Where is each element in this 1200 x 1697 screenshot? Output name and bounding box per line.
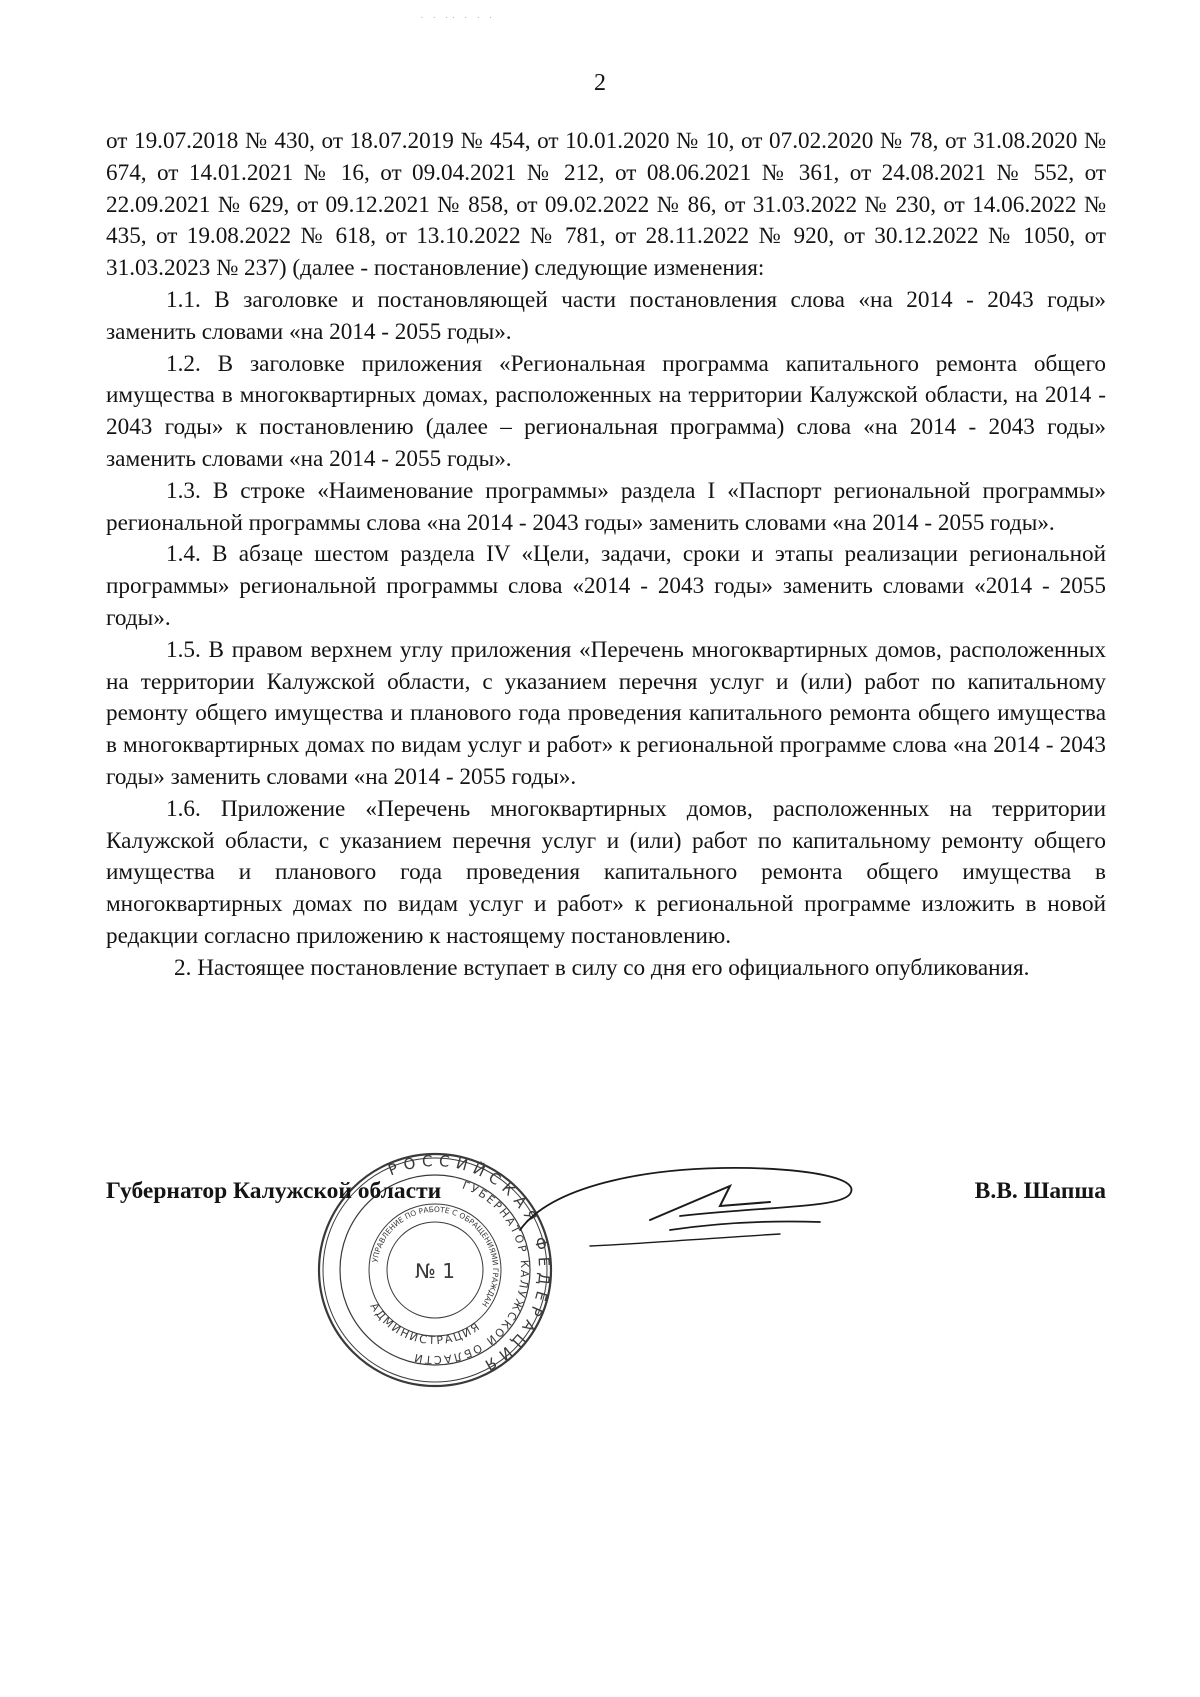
seal-center-text: № 1 — [415, 1259, 455, 1283]
paragraph-item-1-3: 1.3. В строке «Наименование программы» раздела I «Паспорт региональной программы» региональной программы слова «на 2014 - 2043 годы» заменить словами «на 2014 - 2055 годы». — [106, 477, 1106, 536]
signatory-name: В.В. Шапша — [974, 1178, 1106, 1204]
paragraph-item-1-6: 1.6. Приложение «Перечень многоквартирных домов, расположенных на территории Калужской области, с указанием перечня услуг и (или) работ по капитальному ремонту общего имущества и планового года проведения капитального ремонта общего имущества в многоквартирных домах по видам услуг и работ» к региональной программе изложить в новой редакции согласно приложению к настоящему постановлению. — [106, 795, 1106, 949]
svg-text:АДМИНИСТРАЦИЯ — [367, 1300, 483, 1347]
seal-ring2-text: ГУБЕРНАТОР КАЛУЖСКОЙ ОБЛАСТИ — [411, 1178, 532, 1367]
document-body — [106, 126, 1106, 985]
seal-ring4-text: УПРАВЛЕНИЕ ПО РАБОТЕ С ОБРАЩЕНИЯМИ ГРАЖДАН — [370, 1204, 501, 1309]
paragraph-item-1-5: 1.5. В правом верхнем углу приложения «Перечень многоквартирных домов, расположенных на территории Калужской области, с указанием перечня услуг и (или) работ по капитальному ремонту общего имущества и планового года проведения капитального ремонта общего имущества в многоквартирных домах по видам услуг и работ» к региональной программе слова «на 2014 - 2043 годы» заменить словами «на 2014 - 2055 годы». — [106, 636, 1106, 790]
paragraph-item-1-2: 1.2. В заголовке приложения «Региональная программа капитального ремонта общего имущества в многоквартирных домах, расположенных на территории Калужской области, на 2014 - 2043 годы» к постановлению (далее – региональная программа) слова «на 2014 - 2043 годы» заменить словами «на 2014 - 2055 годы». — [106, 350, 1106, 472]
seal-ring3-text: АДМИНИСТРАЦИЯ — [367, 1300, 484, 1348]
paragraph-item-1-4: 1.4. В абзаце шестом раздела IV «Цели, задачи, сроки и этапы реализации региональной программы» региональной программы слова «2014 - 2043 годы» заменить словами «2014 - 2055 годы». — [106, 541, 1106, 631]
signature-block — [0, 1150, 1200, 1390]
paragraph-item-1-1: 1.1. В заголовке и постановляющей части постановления слова «на 2014 - 2043 годы» заменить словами «на 2014 - 2055 годы». — [106, 286, 1106, 345]
paragraph-item-2: 2. Настоящее постановление вступает в силу со дня его официального опубликования. — [174, 954, 1030, 981]
scan-artifact: · · ·· · · · — [420, 12, 496, 24]
page-number: 2 — [594, 70, 606, 96]
seal-outer-text: РОССИЙСКАЯ ФЕДЕРАЦИЯ — [385, 1151, 554, 1377]
svg-text:УПРАВЛЕНИЕ ПО РАБОТЕ С ОБРАЩЕН — [371, 1205, 501, 1308]
paragraph-amendments-list: от 19.07.2018 № 430, от 18.07.2019 № 454, от 10.01.2020 № 10, от 07.02.2020 № 78, от 31.08.2020 № 674, от 14.01.2021 № 16, от 09.04.2021 № 212, от 08.06.2021 № 361, от 24.08.2021 № 552, от 22.09.2021 № 629, от 09.12.2021 № 858, от 09.02.2022 № 86, от 31.03.2022 № 230, от 14.06.2022 № 435, от 19.08.2022 № 618, от 13.10.2022 № 781, от 28.11.2022 № 920, от 30.12.2022 № 1050, от 31.03.2023 № 237) (далее - постановление) следующие изменения: — [106, 128, 1106, 282]
handwritten-signature — [520, 1158, 960, 1268]
signatory-title: Губернатор Калужской области — [106, 1178, 442, 1204]
